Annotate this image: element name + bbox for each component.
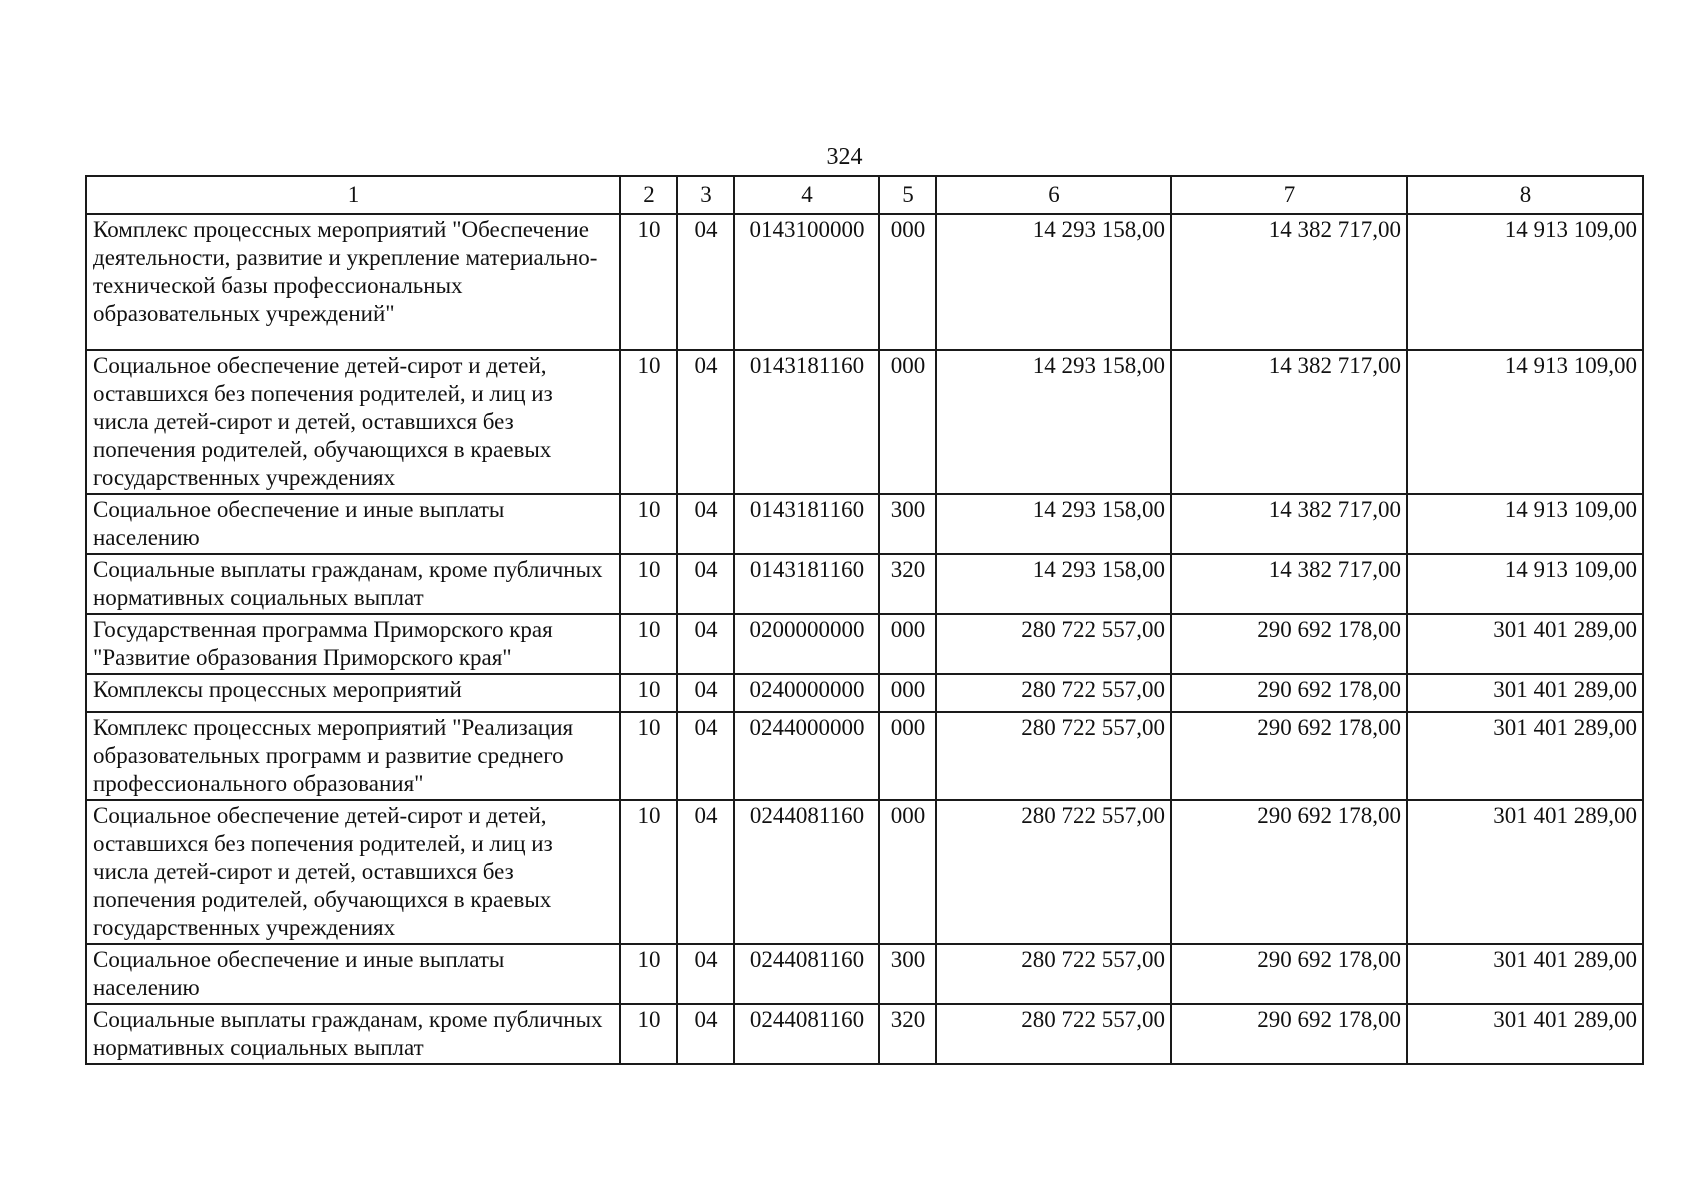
subsection-code: 04 <box>677 1004 734 1064</box>
subsection-code: 04 <box>677 614 734 674</box>
header-cell-4: 4 <box>734 176 879 214</box>
amount-col-6: 280 722 557,00 <box>936 800 1171 944</box>
table-row <box>86 494 1643 554</box>
header-cell-2: 2 <box>620 176 677 214</box>
section-code: 10 <box>620 944 677 1004</box>
amount-col-6: 14 293 158,00 <box>936 350 1171 494</box>
amount-col-7: 290 692 178,00 <box>1171 1004 1407 1064</box>
section-code: 10 <box>620 800 677 944</box>
header-cell-6: 6 <box>936 176 1171 214</box>
row-name: Социальное обеспечение детей-сирот и детей, оставшихся без попечения родителей, и лиц из числа детей-сирот и детей, оставшихся без попечения родителей, обучающихся в краевых государственных учреждениях <box>86 350 620 494</box>
amount-col-6: 280 722 557,00 <box>936 944 1171 1004</box>
expense-type-code: 320 <box>879 1004 936 1064</box>
table-row <box>86 350 1643 494</box>
row-name: Социальное обеспечение и иные выплаты населению <box>86 494 620 554</box>
subsection-code: 04 <box>677 554 734 614</box>
section-code: 10 <box>620 712 677 800</box>
amount-col-6: 280 722 557,00 <box>936 712 1171 800</box>
section-code: 10 <box>620 614 677 674</box>
subsection-code: 04 <box>677 494 734 554</box>
page-number: 324 <box>826 144 863 170</box>
amount-col-8: 301 401 289,00 <box>1407 674 1643 712</box>
target-article-code: 0244081160 <box>734 1004 879 1064</box>
table-row <box>86 614 1643 674</box>
amount-col-7: 290 692 178,00 <box>1171 712 1407 800</box>
amount-col-7: 290 692 178,00 <box>1171 800 1407 944</box>
amount-col-7: 14 382 717,00 <box>1171 554 1407 614</box>
target-article-code: 0143100000 <box>734 214 879 350</box>
amount-col-6: 280 722 557,00 <box>936 614 1171 674</box>
target-article-code: 0143181160 <box>734 494 879 554</box>
target-article-code: 0200000000 <box>734 614 879 674</box>
section-code: 10 <box>620 554 677 614</box>
target-article-code: 0244000000 <box>734 712 879 800</box>
subsection-code: 04 <box>677 350 734 494</box>
section-code: 10 <box>620 214 677 350</box>
expense-type-code: 300 <box>879 944 936 1004</box>
expense-type-code: 000 <box>879 614 936 674</box>
subsection-code: 04 <box>677 944 734 1004</box>
header-cell-8: 8 <box>1407 176 1643 214</box>
header-cell-5: 5 <box>879 176 936 214</box>
row-name: Государственная программа Приморского края "Развитие образования Приморского края" <box>86 614 620 674</box>
amount-col-8: 14 913 109,00 <box>1407 214 1643 350</box>
amount-col-8: 301 401 289,00 <box>1407 944 1643 1004</box>
amount-col-7: 14 382 717,00 <box>1171 350 1407 494</box>
row-name: Социальные выплаты гражданам, кроме публичных нормативных социальных выплат <box>86 1004 620 1064</box>
expense-type-code: 000 <box>879 674 936 712</box>
expense-type-code: 000 <box>879 800 936 944</box>
table-row <box>86 554 1643 614</box>
table-row <box>86 712 1643 800</box>
amount-col-6: 280 722 557,00 <box>936 1004 1171 1064</box>
section-code: 10 <box>620 674 677 712</box>
target-article-code: 0240000000 <box>734 674 879 712</box>
expense-type-code: 300 <box>879 494 936 554</box>
table-row <box>86 800 1643 944</box>
section-code: 10 <box>620 1004 677 1064</box>
budget-table <box>85 175 1644 1065</box>
amount-col-6: 280 722 557,00 <box>936 674 1171 712</box>
amount-col-7: 14 382 717,00 <box>1171 494 1407 554</box>
amount-col-7: 290 692 178,00 <box>1171 944 1407 1004</box>
subsection-code: 04 <box>677 712 734 800</box>
amount-col-6: 14 293 158,00 <box>936 554 1171 614</box>
subsection-code: 04 <box>677 800 734 944</box>
amount-col-8: 14 913 109,00 <box>1407 554 1643 614</box>
header-cell-3: 3 <box>677 176 734 214</box>
subsection-code: 04 <box>677 674 734 712</box>
amount-col-8: 301 401 289,00 <box>1407 614 1643 674</box>
header-row <box>86 176 1643 214</box>
row-name: Комплекс процессных мероприятий "Обеспечение деятельности, развитие и укрепление материально-технической базы профессиональных образовательных учреждений" <box>86 214 620 350</box>
amount-col-7: 290 692 178,00 <box>1171 614 1407 674</box>
table-row <box>86 1004 1643 1064</box>
amount-col-8: 301 401 289,00 <box>1407 800 1643 944</box>
expense-type-code: 000 <box>879 214 936 350</box>
header-cell-7: 7 <box>1171 176 1407 214</box>
subsection-code: 04 <box>677 214 734 350</box>
amount-col-8: 301 401 289,00 <box>1407 1004 1643 1064</box>
target-article-code: 0143181160 <box>734 350 879 494</box>
target-article-code: 0143181160 <box>734 554 879 614</box>
section-code: 10 <box>620 350 677 494</box>
amount-col-8: 14 913 109,00 <box>1407 350 1643 494</box>
target-article-code: 0244081160 <box>734 944 879 1004</box>
expense-type-code: 320 <box>879 554 936 614</box>
section-code: 10 <box>620 494 677 554</box>
row-name: Комплексы процессных мероприятий <box>86 674 620 712</box>
amount-col-7: 290 692 178,00 <box>1171 674 1407 712</box>
amount-col-6: 14 293 158,00 <box>936 494 1171 554</box>
expense-type-code: 000 <box>879 350 936 494</box>
table-row <box>86 944 1643 1004</box>
row-name: Комплекс процессных мероприятий "Реализация образовательных программ и развитие среднего профессионального образования" <box>86 712 620 800</box>
amount-col-8: 301 401 289,00 <box>1407 712 1643 800</box>
row-name: Социальное обеспечение и иные выплаты населению <box>86 944 620 1004</box>
table-row <box>86 214 1643 350</box>
amount-col-7: 14 382 717,00 <box>1171 214 1407 350</box>
row-name: Социальные выплаты гражданам, кроме публичных нормативных социальных выплат <box>86 554 620 614</box>
row-name: Социальное обеспечение детей-сирот и детей, оставшихся без попечения родителей, и лиц из числа детей-сирот и детей, оставшихся без попечения родителей, обучающихся в краевых государственных учреждениях <box>86 800 620 944</box>
expense-type-code: 000 <box>879 712 936 800</box>
header-cell-1: 1 <box>86 176 620 214</box>
amount-col-6: 14 293 158,00 <box>936 214 1171 350</box>
table-row <box>86 674 1643 712</box>
target-article-code: 0244081160 <box>734 800 879 944</box>
amount-col-8: 14 913 109,00 <box>1407 494 1643 554</box>
